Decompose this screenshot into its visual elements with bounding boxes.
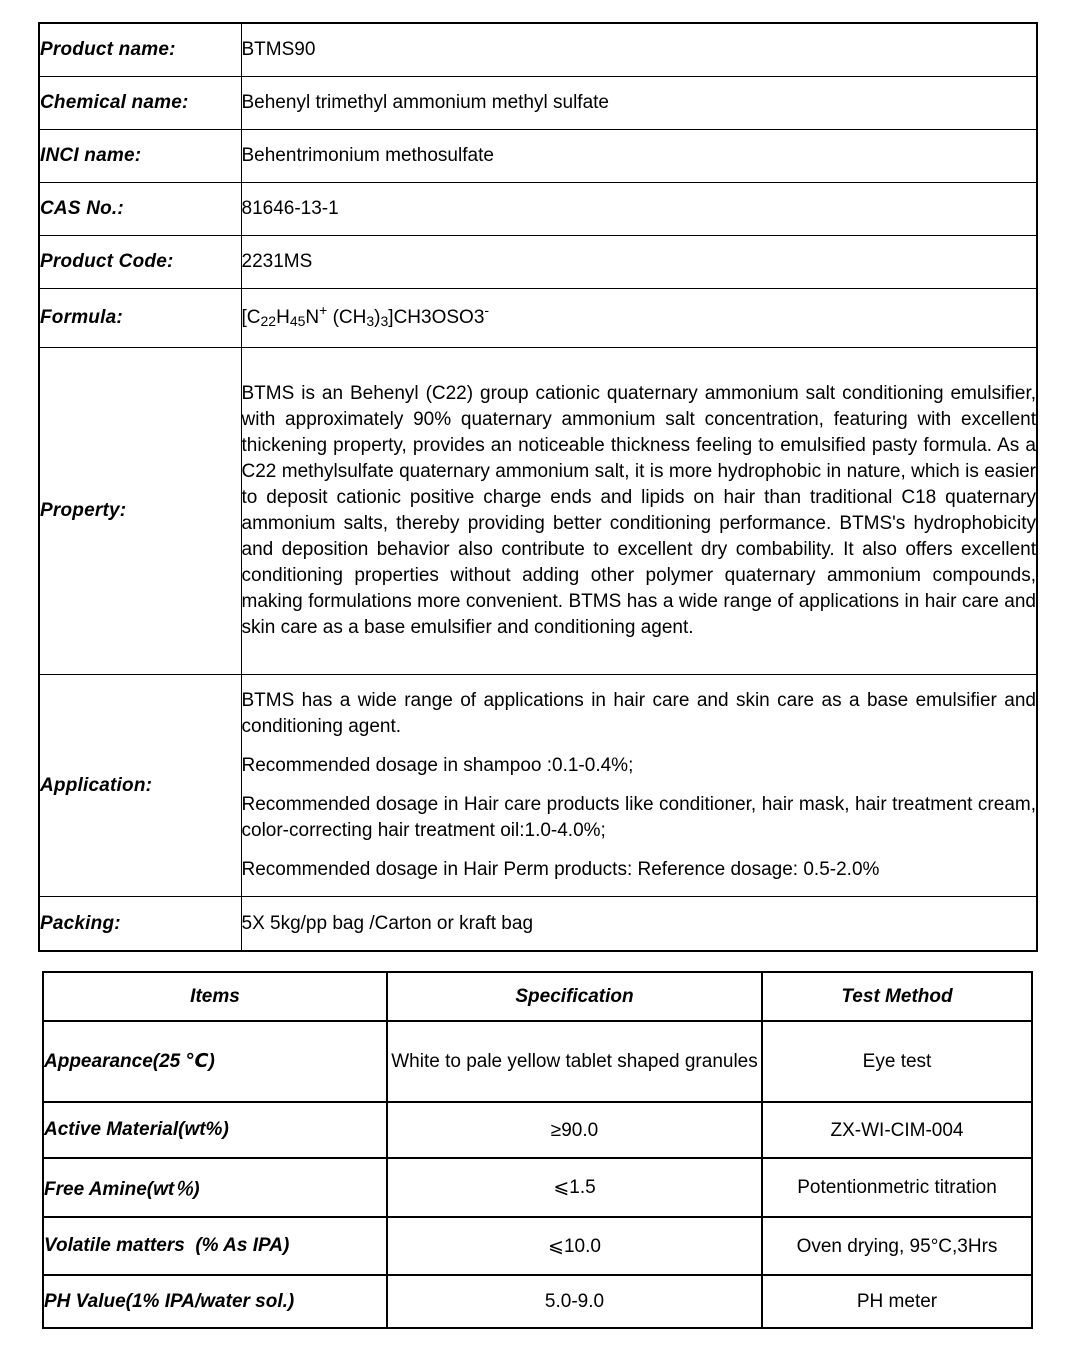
chemical-formula: [$C_{22}H_{45}N^+$ $(CH_3)_3]CH3OSO3^-$ <box>241 302 490 329</box>
spec-row-appearance <box>43 1021 1032 1102</box>
row-product-code <box>39 236 1037 289</box>
ph-value-method: PH meter <box>762 1275 1032 1328</box>
application-paragraph: Recommended dosage in Hair Perm products: Reference dosage: 0.5-2.0% <box>241 859 880 880</box>
formula-value <box>241 289 1037 348</box>
row-cas-no <box>39 183 1037 236</box>
product-name-label: Product name: <box>39 23 241 77</box>
row-product-name <box>39 23 1037 77</box>
spec-row-volatile-matters <box>43 1217 1032 1275</box>
cas-no-value: 81646-13-1 <box>241 183 1037 236</box>
application-value <box>241 675 1037 897</box>
chemical-name-value: Behenyl trimethyl ammonium methyl sulfate <box>241 77 1037 130</box>
active-material-method: ZX-WI-CIM-004 <box>762 1102 1032 1158</box>
row-formula <box>39 289 1037 348</box>
appearance-method: Eye test <box>762 1021 1032 1102</box>
appearance-item: Appearance(25 ℃) <box>43 1021 387 1102</box>
volatile-matters-spec: ⩽10.0 <box>387 1217 762 1275</box>
free-amine-item: Free Amine(wt％) <box>43 1158 387 1217</box>
spec-header-row <box>43 972 1032 1021</box>
row-application <box>39 675 1037 897</box>
application-paragraph: Recommended dosage in Hair care products like conditioner, hair mask, hair treatment cream, color-correcting hair treatment oil:1.0-4.0%; <box>241 794 1036 841</box>
row-inci-name <box>39 130 1037 183</box>
product-name-value: BTMS90 <box>241 23 1037 77</box>
ph-value-spec: 5.0-9.0 <box>387 1275 762 1328</box>
free-amine-method: Potentionmetric titration <box>762 1158 1032 1217</box>
appearance-spec: White to pale yellow tablet shaped granules <box>387 1021 762 1102</box>
active-material-item: Active Material(wt%) <box>43 1102 387 1158</box>
product-code-label: Product Code: <box>39 236 241 289</box>
active-material-spec: ≥90.0 <box>387 1102 762 1158</box>
spec-row-active-material <box>43 1102 1032 1158</box>
volatile-matters-method: Oven drying, 95°C,3Hrs <box>762 1217 1032 1275</box>
free-amine-spec: ⩽1.5 <box>387 1158 762 1217</box>
packing-label: Packing: <box>39 897 241 952</box>
header-test-method: Test Method <box>762 972 1032 1021</box>
packing-value: 5X 5kg/pp bag /Carton or kraft bag <box>241 897 1037 952</box>
inci-name-value: Behentrimonium methosulfate <box>241 130 1037 183</box>
volatile-matters-item: Volatile matters (% As IPA) <box>43 1217 387 1275</box>
ph-value-item: PH Value(1% IPA/water sol.) <box>43 1275 387 1328</box>
product-code-value: 2231MS <box>241 236 1037 289</box>
header-specification: Specification <box>387 972 762 1021</box>
header-items: Items <box>43 972 387 1021</box>
specification-table <box>42 971 1033 1329</box>
cas-no-label: CAS No.: <box>39 183 241 236</box>
application-label: Application: <box>39 675 241 897</box>
row-packing <box>39 897 1037 952</box>
chemical-name-label: Chemical name: <box>39 77 241 130</box>
spec-row-ph-value <box>43 1275 1032 1328</box>
property-paragraph: BTMS is an Behenyl (C22) group cationic quaternary ammonium salt conditioning emulsifier, with approximately 90% quaternary ammonium salt concentration, featuring with excellent thickening property, provides an noticeable thickness feeling to emulsified pasty formula. As a C22 methylsulfate quaternary ammonium salt, it is more hydrophobic in nature, which is easier to deposit cationic positive charge ends and lipids on hair than traditional C18 quaternary ammonium salts, thereby providing better conditioning performance. BTMS's hydrophobicity and deposition behavior also contribute to excellent dry combability. It also offers excellent conditioning properties without adding other polymer quaternary ammonium compounds, making formulations more convenient. BTMS has a wide range of applications in hair care and skin care as a base emulsifier and conditioning agent. <box>241 383 1036 638</box>
spec-row-free-amine <box>43 1158 1032 1217</box>
application-paragraph: Recommended dosage in shampoo :0.1-0.4%; <box>241 755 634 776</box>
row-chemical-name <box>39 77 1037 130</box>
application-paragraph: BTMS has a wide range of applications in hair care and skin care as a base emulsifier and conditioning agent. <box>241 690 1036 737</box>
row-property <box>39 348 1037 675</box>
product-info-table <box>38 22 1038 952</box>
inci-name-label: INCI name: <box>39 130 241 183</box>
property-value <box>241 348 1037 675</box>
formula-label: Formula: <box>39 289 241 348</box>
property-label: Property: <box>39 348 241 675</box>
